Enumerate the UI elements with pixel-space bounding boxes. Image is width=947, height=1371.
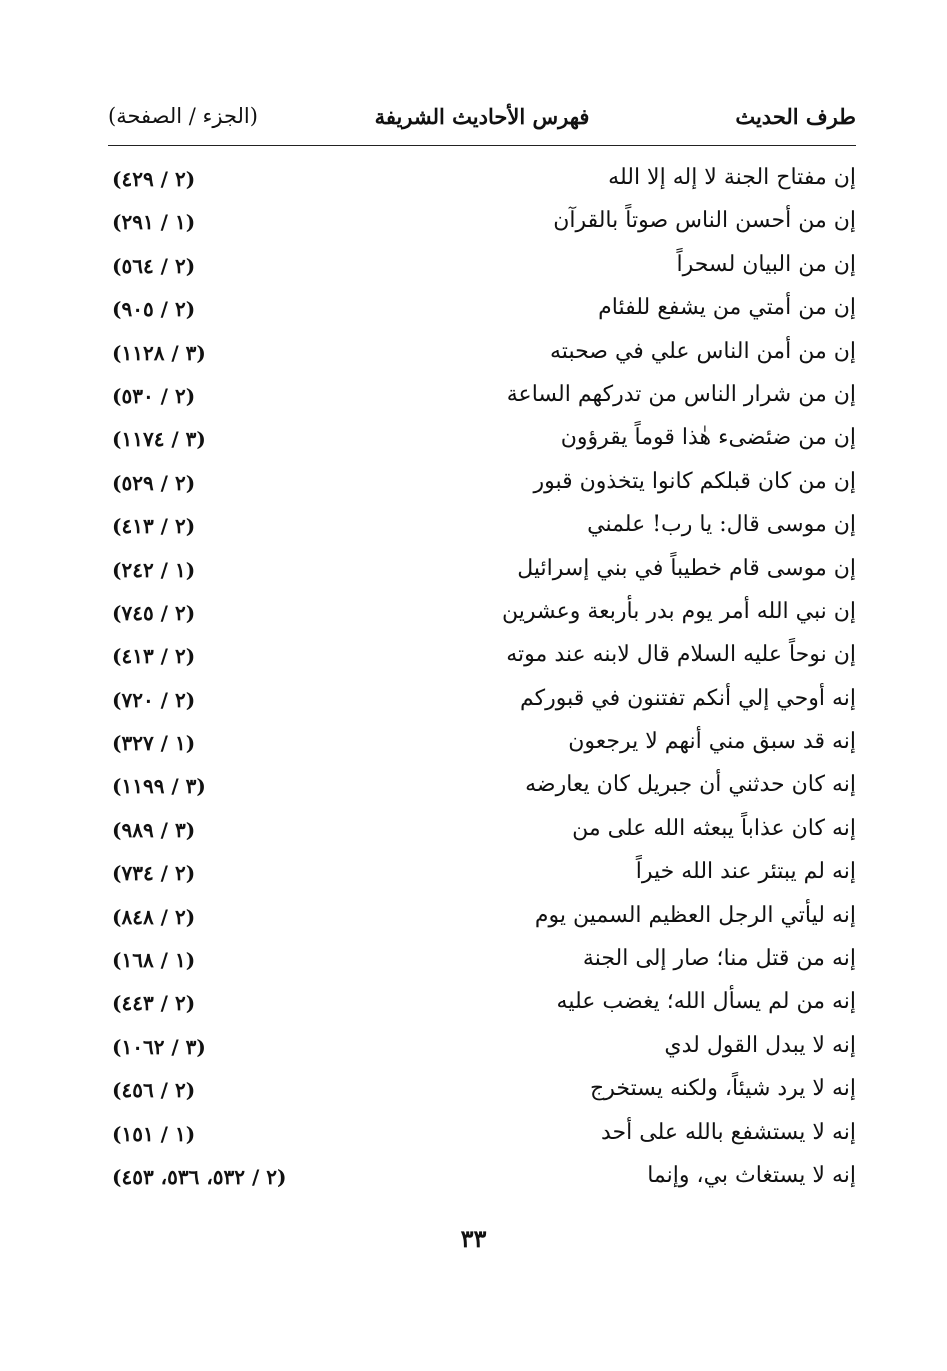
volume-page-ref: (٣ / ٩٨٩): [112, 817, 196, 842]
hadith-text: إن من البيان لسحراً: [676, 251, 856, 277]
volume-page-ref: (٢ / ٤١٣): [112, 644, 196, 669]
list-item: [108, 898, 856, 941]
hadith-text: إن من شرار الناس من تدركهم الساعة: [506, 381, 856, 407]
list-item: [108, 203, 856, 246]
volume-page-ref: (٣ / ١٠٦٢): [112, 1034, 206, 1059]
list-item: [108, 420, 856, 463]
list-item: [108, 1071, 856, 1114]
volume-page-ref: (١ / ١٥١): [112, 1121, 196, 1146]
header-index-title: فهرس الأحاديث الشريفة: [374, 104, 590, 129]
hadith-text: إن نبي الله أمر يوم بدر بأربعة وعشرين: [501, 598, 856, 624]
volume-page-ref: (٣ / ١١٧٤): [112, 427, 206, 452]
list-item: [108, 854, 856, 897]
hadith-text: إن من أمن الناس علي في صحبته: [550, 338, 856, 364]
list-item: [108, 377, 856, 420]
hadith-text: إنه من لم يسأل الله؛ يغضب عليه: [556, 989, 856, 1015]
list-item: [108, 551, 856, 594]
hadith-text: إنه لا يرد شيئاً، ولكنه يستخرج: [590, 1076, 856, 1102]
volume-page-ref: (٢ / ٨٤٨): [112, 904, 196, 929]
volume-page-ref: (١ / ٢٤٢): [112, 557, 196, 582]
list-item: [108, 1028, 856, 1071]
list-item: [108, 507, 856, 550]
list-item: [108, 1115, 856, 1158]
hadith-text: إن من كان قبلكم كانوا يتخذون قبور: [533, 468, 856, 494]
volume-page-ref: (٢ / ٥٣٢، ٥٣٦، ٤٥٣): [112, 1164, 287, 1189]
list-item: [108, 160, 856, 203]
hadith-text: إنه كان حدثني أن جبريل كان يعارضه: [525, 772, 856, 798]
list-item: [108, 767, 856, 810]
hadith-text: إنه كان عذاباً يبعثه الله على من: [572, 815, 856, 841]
hadith-text: إنه لم يبتئر عند الله خيراً: [635, 859, 856, 885]
hadith-text: إن من أحسن الناس صوتاً بالقرآن: [553, 208, 856, 234]
hadith-text: إن من ضئضىء هٰذا قوماً يقرؤون: [560, 425, 856, 451]
list-item: [108, 984, 856, 1027]
list-item: [108, 681, 856, 724]
volume-page-ref: (٣ / ١١٩٩): [112, 774, 206, 799]
list-item: [108, 334, 856, 377]
hadith-text: إن موسى قال: يا رب! علمني: [587, 512, 856, 538]
hadith-text: إنه ليأتي الرجل العظيم السمين يوم: [534, 902, 856, 928]
volume-page-ref: (٢ / ٥٢٩): [112, 470, 196, 495]
hadith-text: إنه لا يبدل القول لدي: [664, 1032, 856, 1058]
volume-page-ref: (٢ / ٧٣٤): [112, 861, 196, 886]
volume-page-ref: (٢ / ٥٣٠): [112, 383, 196, 408]
list-item: [108, 1158, 856, 1201]
volume-page-ref: (١ / ٢٩١): [112, 210, 196, 235]
list-item: [108, 811, 856, 854]
volume-page-ref: (٢ / ٧٤٥): [112, 600, 196, 625]
header-divider: [108, 145, 856, 146]
header-hadith-column-title: طرف الحديث: [735, 104, 856, 129]
list-item: [108, 724, 856, 767]
list-item: [108, 941, 856, 984]
volume-page-ref: (٣ / ١١٢٨): [112, 340, 206, 365]
list-item: [108, 637, 856, 680]
hadith-text: إنه قد سبق مني أنهم لا يرجعون: [568, 729, 856, 755]
page-number: ٣٣: [460, 1224, 487, 1253]
list-item: [108, 290, 856, 333]
volume-page-ref: (٢ / ٤٥٦): [112, 1078, 196, 1103]
hadith-text: إنه أوحي إلي أنكم تفتنون في قبوركم: [519, 685, 856, 711]
hadith-text: إنه لا يستغاث بي، وإنما: [647, 1162, 856, 1188]
volume-page-ref: (١ / ١٦٨): [112, 948, 196, 973]
hadith-text: إن مفتاح الجنة لا إله إلا الله: [608, 165, 856, 190]
hadith-text: إنه من قتل منا؛ صار إلى الجنة: [582, 946, 856, 972]
volume-page-ref: (٢ / ٩٠٥): [112, 297, 196, 322]
list-item: [108, 594, 856, 637]
hadith-text: إنه لا يستشفع بالله على أحد: [600, 1119, 856, 1145]
page-header: [108, 100, 856, 140]
volume-page-ref: (٢ / ٤١٣): [112, 514, 196, 539]
header-volume-page-column-title: (الجزء / الصفحة): [108, 104, 258, 128]
volume-page-ref: (٢ / ٧٢٠): [112, 687, 196, 712]
volume-page-ref: (١ / ٣٢٧): [112, 731, 196, 756]
volume-page-ref: (٢ / ٤٤٣): [112, 991, 196, 1016]
hadith-index-list: [108, 160, 856, 1201]
hadith-text: إن من أمتي من يشفع للفئام: [598, 295, 856, 321]
list-item: [108, 247, 856, 290]
hadith-text: إن موسى قام خطيباً في بني إسرائيل: [517, 555, 856, 581]
volume-page-ref: (٢ / ٥٦٤): [112, 253, 196, 278]
hadith-text: إن نوحاً عليه السلام قال لابنه عند موته: [506, 642, 856, 668]
volume-page-ref: (٢ / ٤٢٩): [112, 167, 196, 191]
list-item: [108, 464, 856, 507]
